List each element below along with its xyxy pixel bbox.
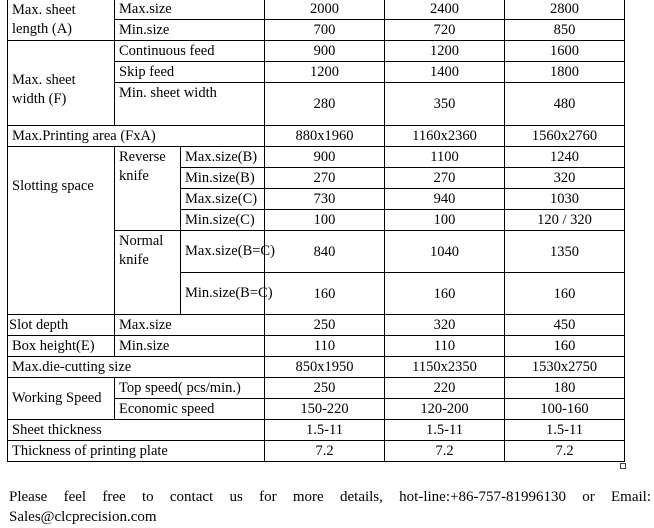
table-row [8,126,625,147]
table-cell: 160 [265,273,385,315]
table-cell: 270 [385,168,505,189]
table-cell: 2800 [505,0,625,20]
sub-label: Max.size(B=C) [181,231,265,273]
sub-label: Continuous feed [115,41,265,62]
row-label-max-sheet-length: Max. sheet length (A) [8,0,115,41]
sub-label: Min.size(B) [181,168,265,189]
table-cell: 850x1950 [265,357,385,378]
sub-label: Min. sheet width [115,83,265,126]
sub-label-normal-knife: Normal knife [115,231,181,315]
table-cell: 100-160 [505,399,625,420]
table-cell: 1800 [505,62,625,83]
sub-label: Max.size [115,315,265,336]
row-label-slot-depth: Slot depth [8,315,115,336]
table-cell: 1160x2360 [385,126,505,147]
table-cell: 1040 [385,231,505,273]
table-cell: 1100 [385,147,505,168]
table-cell: 940 [385,189,505,210]
table-row [8,0,625,20]
table-row [8,378,625,399]
table-cell: 850 [505,20,625,41]
table-cell: 270 [265,168,385,189]
table-resize-handle[interactable] [620,463,626,469]
contact-paragraph: Please feel free to contact us for more details, hot-line:+86-757-81996130 or Email: Sales@clcprecision.com [9,489,651,525]
table-cell: 320 [385,315,505,336]
sub-label-reverse-knife: Reverse knife [115,147,181,231]
table-cell: 110 [385,336,505,357]
sub-label: Skip feed [115,62,265,83]
table-cell: 450 [505,315,625,336]
row-label-max-printing-area: Max.Printing area (FxA) [8,126,265,147]
table-row [8,147,625,168]
row-label-working-speed: Working Speed [8,378,115,420]
table-cell: 250 [265,315,385,336]
sub-label: Min.size(C) [181,210,265,231]
table-cell: 220 [385,378,505,399]
table-cell: 1.5-11 [385,420,505,441]
table-cell: 160 [505,273,625,315]
spec-table [7,0,625,462]
table-row [8,420,625,441]
sub-label: Min.size(B=C) [181,273,265,315]
sub-label: Max.size [115,0,265,20]
table-cell: 1240 [505,147,625,168]
sub-label: Top speed( pcs/min.) [115,378,265,399]
sub-label: Min.size [115,20,265,41]
row-label-printing-plate: Thickness of printing plate [8,441,265,462]
table-cell: 2000 [265,0,385,20]
table-cell: 2400 [385,0,505,20]
table-cell: 720 [385,20,505,41]
table-row [8,336,625,357]
table-cell: 900 [265,41,385,62]
table-row [8,315,625,336]
table-cell: 480 [505,83,625,126]
table-cell: 7.2 [505,441,625,462]
table-cell: 840 [265,231,385,273]
table-cell: 160 [385,273,505,315]
table-row [8,357,625,378]
row-label-slotting-space: Slotting space [8,147,115,315]
table-cell: 180 [505,378,625,399]
table-cell: 7.2 [385,441,505,462]
table-cell: 100 [265,210,385,231]
table-cell: 110 [265,336,385,357]
row-label-sheet-thickness: Sheet thickness [8,420,265,441]
table-cell: 1200 [265,62,385,83]
row-label-max-die-cutting: Max.die-cutting size [8,357,265,378]
sub-label: Max.size(C) [181,189,265,210]
table-cell: 350 [385,83,505,126]
table-cell: 880x1960 [265,126,385,147]
table-cell: 1350 [505,231,625,273]
table-row [8,41,625,62]
table-cell: 1.5-11 [505,420,625,441]
table-cell: 1600 [505,41,625,62]
table-cell: 730 [265,189,385,210]
table-cell: 280 [265,83,385,126]
sub-label: Min.size [115,336,265,357]
table-cell: 1530x2750 [505,357,625,378]
sub-label: Economic speed [115,399,265,420]
table-cell: 120-200 [385,399,505,420]
table-cell: 150-220 [265,399,385,420]
table-cell: 160 [505,336,625,357]
table-cell: 320 [505,168,625,189]
table-cell: 120 / 320 [505,210,625,231]
table-cell: 1030 [505,189,625,210]
row-label-max-sheet-width: Max. sheet width (F) [8,41,115,126]
table-cell: 1560x2760 [505,126,625,147]
table-cell: 100 [385,210,505,231]
table-row [8,441,625,462]
sub-label: Max.size(B) [181,147,265,168]
table-cell: 700 [265,20,385,41]
table-cell: 900 [265,147,385,168]
table-cell: 1200 [385,41,505,62]
row-label-box-height: Box height(E) [8,336,115,357]
table-cell: 1150x2350 [385,357,505,378]
table-cell: 7.2 [265,441,385,462]
table-cell: 1400 [385,62,505,83]
table-cell: 1.5-11 [265,420,385,441]
table-cell: 250 [265,378,385,399]
